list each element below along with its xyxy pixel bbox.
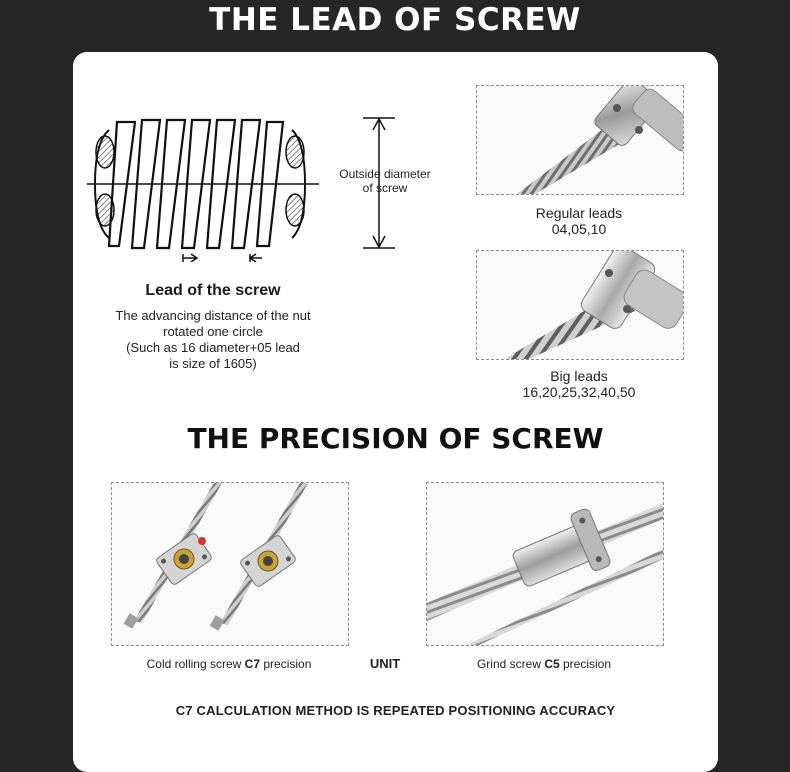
precision-title: THE PRECISION OF SCREW — [187, 422, 604, 455]
big-leads-image — [476, 250, 684, 360]
ball-screw-regular-icon — [477, 86, 683, 194]
lead-of-screw-title: Lead of the screw — [145, 282, 281, 299]
outside-diameter-label: Outside diameter of screw — [339, 167, 431, 195]
cold-rolling-screw-icon — [112, 483, 348, 645]
cold-rolling-caption: Cold rolling screw C7 precision — [146, 657, 312, 671]
cold-rolling-screw-image — [111, 482, 349, 646]
regular-leads-image — [476, 85, 684, 195]
ball-screw-big-icon — [477, 251, 683, 359]
regular-leads-caption: Regular leads 04,05,10 — [535, 205, 623, 237]
precision-note: C7 CALCULATION METHOD IS REPEATED POSITIONING ACCURACY — [175, 703, 616, 718]
grind-screw-image — [426, 482, 664, 646]
grind-screw-icon — [427, 483, 663, 645]
big-leads-caption: Big leads 16,20,25,32,40,50 — [522, 368, 636, 400]
lead-description: The advancing distance of the nut rotated one circle (Such as 16 diameter+05 lead is size of 1605) — [115, 308, 311, 371]
page-title: THE LEAD OF SCREW — [209, 2, 581, 38]
screw-thread-diagram — [87, 112, 327, 262]
grind-screw-caption: Grind screw C5 precision — [476, 657, 612, 671]
content-card — [73, 52, 718, 772]
unit-label: UNIT — [369, 656, 401, 671]
